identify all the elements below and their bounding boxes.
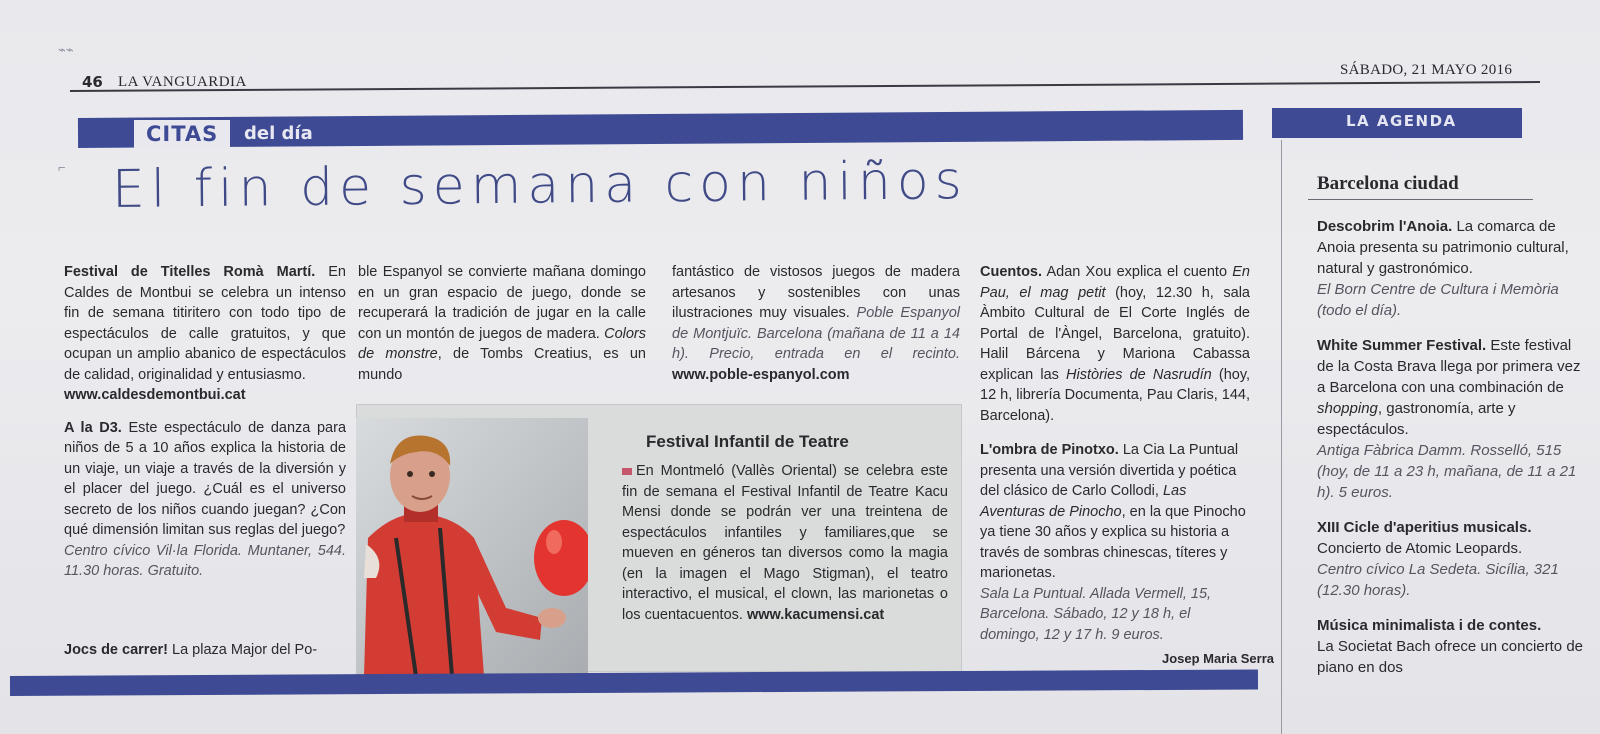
column-b (358, 262, 646, 385)
text-white-summer-b: , gastronomía, arte y espectáculos. (1317, 400, 1516, 438)
lead-cuentos: Cuentos. (980, 264, 1043, 280)
text-white-summer: Este festival de la Costa Brava llega por primera vez a Barcelona con una combinación de (1317, 337, 1581, 396)
agenda-item-white-summer (1317, 335, 1587, 503)
article-caldes (64, 262, 346, 406)
agenda-divider (1281, 140, 1282, 734)
author-byline: Josep Maria Serra (1162, 651, 1275, 666)
lead-anoia: Descobrim l'Anoia. (1317, 218, 1453, 235)
info-pinotxo: Sala La Puntual. Allada Vermell, 15, Barcelona. Sábado, 12 y 18 h, el domingo, 12 y 17 h. 9 euros. (980, 585, 1212, 643)
bullet-marker (622, 468, 632, 475)
link-caldes[interactable]: www.caldesdemontbui.cat (64, 387, 246, 403)
agenda-item-minimalista (1317, 615, 1587, 678)
text-juegos: fantástico de vistosos juegos de madera artesanos y sostenibles con unas ilustraciones muy visuales. (672, 264, 960, 321)
section-label-agenda: LA AGENDA (1346, 112, 1457, 130)
section-label-del-dia: del día (236, 122, 321, 146)
lead-d3: A la D3. (64, 419, 122, 436)
handwritten-headline: El fin de semana con niños (111, 151, 968, 220)
info-d3: Centro cívico Vil·la Florida. Muntaner, 544. 11.30 horas. Gratuito. (64, 542, 346, 579)
page-number: 46 (82, 73, 103, 91)
publication-date: SÁBADO, 21 MAYO 2016 (1340, 62, 1513, 78)
agenda-item-anoia (1317, 216, 1587, 321)
text-caldes: En Caldes de Montbui se celebra un intenso fin de semana titiritero con todo tipo de espectáculos de calle gratuitos, y que ocupan un amplio abanico de espectáculos de calidad, originalidad y entusiasmo. (64, 264, 346, 383)
text-pinotxo: La Cia La Puntual presenta una versión divertida y poética del clásico de Carlo Collodi, (980, 442, 1239, 499)
text-cuentos-c: (hoy, 12 h, librería Documenta, Pau Claris, 144, Barcelona). (980, 366, 1251, 424)
agenda-item-aperitius (1317, 517, 1587, 601)
text-minimalista: La Societat Bach ofrece un concierto de piano en dos (1317, 638, 1584, 676)
text-aperitius: Concierto de Atomic Leopards. (1317, 540, 1523, 557)
column-a (64, 262, 346, 594)
agenda-city-title: Barcelona ciudad (1317, 173, 1459, 194)
newspaper-name: LA VANGUARDIA (118, 74, 247, 90)
box-body (622, 461, 948, 625)
column-a-foot (64, 640, 346, 661)
text-cuentos: Adan Xou explica el cuento (1046, 264, 1228, 280)
lead-white-summer: White Summer Festival. (1317, 337, 1487, 354)
box-text: En Montmeló (Vallès Oriental) se celebra este fin de semana el Festival Infantil de Teatre Kacu Mensi donde se podrán ver una treintena de espectáculos infantiles y familiares,que se mueven en géneros tan diversos como la magia (en la imagen el Mago Stigman), el teatro interactivo, el musical, el clown, las marionetas o los cuentacuentos. (622, 463, 948, 623)
lead-jocs: Jocs de carrer! (64, 642, 168, 658)
pen-mark: ⌐ (58, 160, 66, 175)
text-d3: Este espectáculo de danza para niños de 5 a 10 años explica la historia de un viaje, un viaje a través de la diversión y el placer del juego. ¿Cuál es el universo secreto de los niños cuando juegan? ¿Con qué dimensión limitan sus reglas del juego? (64, 419, 347, 538)
text-jocs-cont: ble Espanyol se convierte mañana domingo en un gran espacio de juego, donde se recuperará la tradición de jugar en la calle con un montón de juegos de madera. (358, 264, 646, 342)
info-white-summer: Antiga Fàbrica Damm. Rosselló, 515 (hoy, de 11 a 23 h, mañana, de 11 a 21 h). 5 euros. (1317, 442, 1577, 501)
link-poble-espanyol[interactable]: www.poble-espanyol.com (672, 366, 850, 383)
title-en-pau: En Pau, el mag petit (980, 264, 1250, 301)
agenda-title-rule (1308, 199, 1533, 200)
title-pinocho: Las Aventuras de Pinocho (980, 483, 1187, 520)
column-d (980, 262, 1250, 426)
pen-scribble: ⌁⌁ (58, 42, 74, 57)
magician-photo (356, 418, 588, 676)
title-histories: Històries de Nasrudín (1066, 366, 1212, 383)
lead-pinotxo: L'ombra de Pinotxo. (980, 442, 1119, 458)
text-jocs: La plaza Major del Po- (172, 642, 318, 658)
lead-aperitius: XIII Cicle d'aperitius musicals. (1317, 519, 1532, 536)
box-title: Festival Infantil de Teatre (646, 432, 849, 451)
lead-caldes: Festival de Titelles Romà Martí. (64, 264, 316, 280)
article-d3 (64, 418, 346, 582)
column-c (672, 262, 960, 385)
text-pinotxo-b: , en la que Pinocho ya tiene 30 años y explica su historia a través de sombras chinescas, títeres y marionetas. (980, 503, 1246, 581)
word-shopping: shopping (1317, 400, 1378, 417)
title-colors-de-monstre: Colors de monstre (358, 325, 646, 362)
lead-minimalista: Música minimalista i de contes. (1317, 617, 1542, 634)
info-aperitius: Centro cívico La Sedeta. Sicília, 321 (12.30 horas). (1317, 561, 1559, 599)
text-cuentos-b: (hoy, 12.30 h, sala Àmbito Cultural de El Corte Inglés de Portal de l'Àngel, Barcelona, gratuito). Halil Bárcena y Mariona Cabassa explican las (980, 284, 1250, 383)
bottom-band (10, 669, 1258, 696)
column-d-pinotxo (980, 440, 1250, 645)
agenda-list (1317, 216, 1587, 692)
link-kacumensi[interactable]: www.kacumensi.cat (746, 606, 885, 623)
header-rule (70, 81, 1540, 92)
text-anoia: La comarca de Anoia presenta su patrimonio cultural, natural y gastronómico. (1317, 218, 1569, 277)
citas-bar-square (80, 119, 110, 147)
info-poble-espanyol: Poble Espanyol de Montjuïc. Barcelona (mañana de 11 a 14 h). Precio, entrada en el recinto. (672, 305, 960, 362)
text-tombs: , de Tombs Creatius, es un mundo (358, 346, 646, 383)
magician-illustration (356, 418, 588, 676)
section-label-citas: CITAS (134, 120, 230, 148)
info-anoia: El Born Centre de Cultura i Memòria (todo el día). (1317, 281, 1559, 319)
